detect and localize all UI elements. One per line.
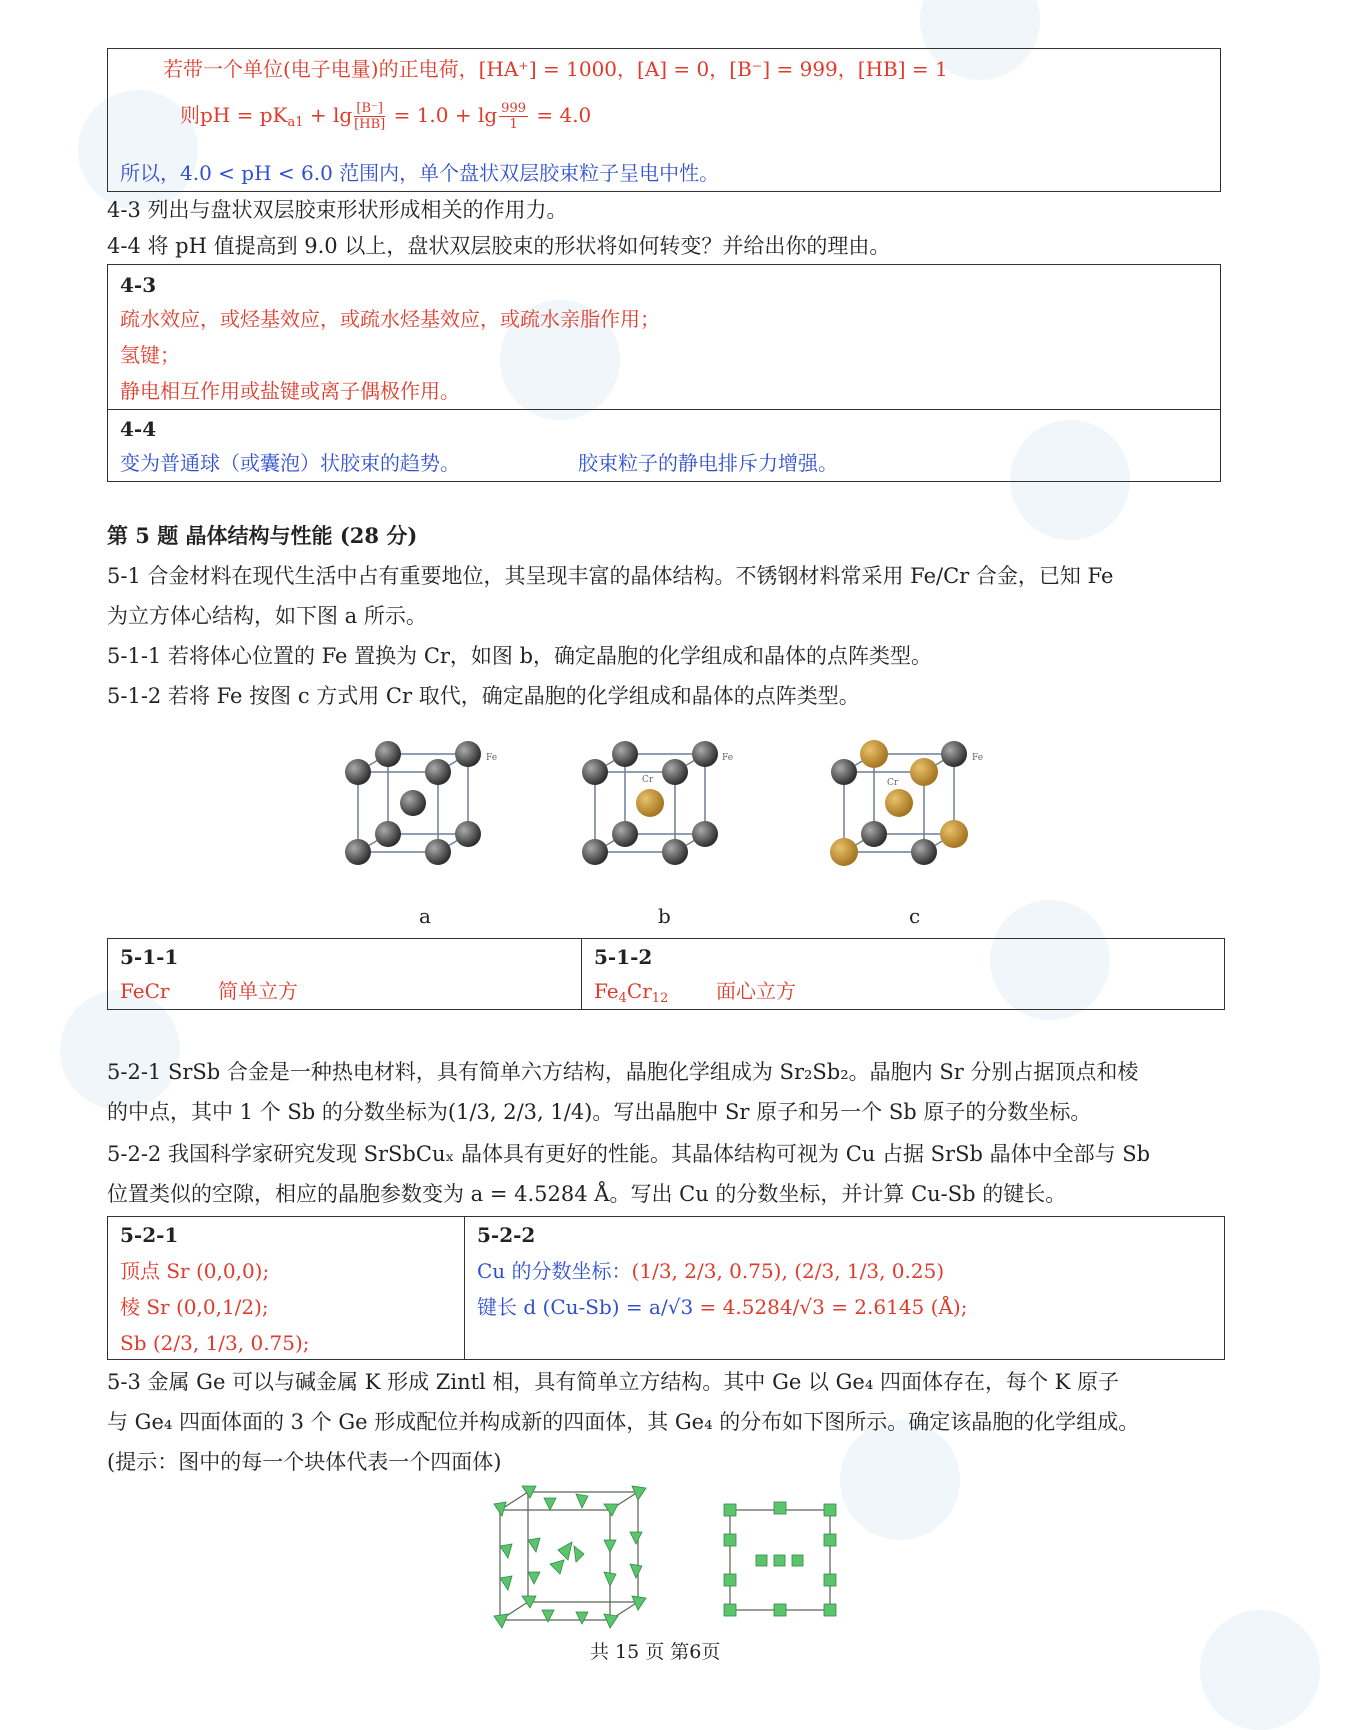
atom-label-fe: Fe	[972, 753, 984, 763]
answer-line: 变为普通球（或囊泡）状胶束的趋势。	[120, 451, 460, 475]
question-5-2-1-cont: 的中点，其中 1 个 Sb 的分数坐标为(1/3, 2/3, 1/4)。写出晶胞中 Sr 原子和另一个 Sb 原子的分数坐标。	[107, 1100, 1092, 1124]
cr-atom-b	[636, 789, 664, 817]
answer-line: 氢键；	[120, 343, 180, 367]
answer-line: Sb (2/3, 1/3, 0.75);	[120, 1331, 310, 1355]
ge4-cell-figure	[480, 1480, 860, 1640]
answer-line: 疏水效应，或烃基效应，或疏水烃基效应，或疏水亲脂作用；	[120, 307, 660, 331]
fe-atoms-a	[345, 741, 481, 865]
answer-box-ph	[107, 48, 1221, 192]
ge4-top-view-cell	[724, 1502, 836, 1616]
question-4-4: 4-4 将 pH 值提高到 9.0 以上，盘状双层胶束的形状将如何转变？并给出你的理由。	[107, 234, 891, 258]
answer-box-4	[107, 264, 1221, 482]
watermark-badge	[1200, 1610, 1320, 1730]
question-5-3: 5-3 金属 Ge 可以与碱金属 K 形成 Zintl 相，具有简单立方结构。其中 Ge 以 Ge₄ 四面体存在，每个 K 原子	[107, 1370, 1119, 1394]
answer-label: 5-2-1	[120, 1223, 179, 1247]
answer-line: 键长 d (Cu-Sb) = a/√3 = 4.5284/√3 = 2.6145 (Å);	[477, 1295, 968, 1319]
section-title-q5: 第 5 题 晶体结构与性能 (28 分)	[107, 523, 418, 548]
answer-lattice: 面心立方	[716, 979, 796, 1003]
unit-cells-figure	[320, 730, 1020, 930]
question-5-3-cont: 与 Ge₄ 四面体面的 3 个 Ge 形成配位并构成新的四面体，其 Ge₄ 的分布如下图所示。确定该晶胞的化学组成。	[107, 1410, 1140, 1434]
answer-formula: $Fe_4Cr_{12}$	[594, 979, 669, 1006]
question-5-1-1: 5-1-1 若将体心位置的 Fe 置换为 Cr，如图 b，确定晶胞的化学组成和晶体的点阵类型。	[107, 644, 933, 668]
answer-line: Cu 的分数坐标：(1/3, 2/3, 0.75), (2/3, 1/3, 0.25)	[477, 1259, 945, 1283]
ph-equation: 则pH = $pK_{a1} + \lg$ $\frac{[B^-]}{[HB]}$ = 1.0 + lg $\frac{999}{1}$ = 4.0	[180, 101, 592, 132]
question-5-2-2: 5-2-2 我国科学家研究发现 SrSbCuₓ 晶体具有更好的性能。其晶体结构可视为 Cu 占据 SrSb 晶体中全部与 Sb	[107, 1142, 1151, 1166]
answer-conclusion: 所以，4.0 < pH < 6.0 范围内，单个盘状双层胶束粒子呈电中性。	[120, 161, 720, 185]
question-5-1-2: 5-1-2 若将 Fe 按图 c 方式用 Cr 取代，确定晶胞的化学组成和晶体的点阵类型。	[107, 684, 860, 708]
fraction-b-over-hb: $\frac{[B^-]}{[HB]}$	[354, 101, 386, 132]
answer-line: 若带一个单位(电子电量)的正电荷，[HA⁺] = 1000，[A] = 0，[B⁻] = 999，[HB] = 1	[163, 57, 948, 81]
figure-caption-c: c	[909, 904, 921, 928]
page-footer: 共 15 页 第6页	[590, 1641, 721, 1663]
answer-box-5-2	[107, 1216, 1225, 1360]
answer-label: 5-2-2	[477, 1223, 536, 1247]
divider	[464, 1217, 465, 1359]
answer-lattice: 简单立方	[218, 979, 298, 1003]
figure-caption-b: b	[658, 904, 671, 928]
divider	[581, 939, 582, 1009]
divider	[108, 409, 1220, 410]
answer-line: 静电相互作用或盐键或离子偶极作用。	[120, 379, 460, 403]
answer-line: 顶点 Sr (0,0,0);	[120, 1259, 270, 1283]
answer-box-5-1	[107, 938, 1225, 1010]
question-5-1: 5-1 合金材料在现代生活中占有重要地位，其呈现丰富的晶体结构。不锈钢材料常采用 Fe/Cr 合金，已知 Fe	[107, 564, 1114, 588]
answer-label: 5-1-2	[594, 945, 653, 969]
atom-label-fe: Fe	[486, 753, 498, 763]
answer-label: 4-4	[120, 417, 157, 441]
question-5-2-1: 5-2-1 SrSb 合金是一种热电材料，具有简单六方结构，晶胞化学组成为 Sr₂Sb₂。晶胞内 Sr 分别占据顶点和棱	[107, 1060, 1139, 1084]
question-5-3-hint: (提示：图中的每一个块体代表一个四面体)	[107, 1450, 502, 1474]
question-5-2-2-cont: 位置类似的空隙，相应的晶胞参数变为 a = 4.5284 Å。写出 Cu 的分数坐标，并计算 Cu-Sb 的键长。	[107, 1182, 1067, 1206]
answer-label: 4-3	[120, 273, 157, 297]
answer-formula: FeCr	[120, 979, 170, 1003]
fraction-999-over-1: $\frac{999}{1}$	[501, 101, 526, 132]
answer-line: 胶束粒子的静电排斥力增强。	[578, 451, 838, 475]
ge4-perspective-cell	[494, 1486, 646, 1628]
answer-line: 棱 Sr (0,0,1/2);	[120, 1295, 269, 1319]
atom-label-fe: Fe	[722, 753, 734, 763]
question-5-1-cont: 为立方体心结构，如下图 a 所示。	[107, 604, 427, 628]
question-4-3: 4-3 列出与盘状双层胶束形状形成相关的作用力。	[107, 198, 568, 222]
answer-label: 5-1-1	[120, 945, 179, 969]
atom-label-cr: Cr	[887, 778, 899, 788]
figure-caption-a: a	[419, 904, 431, 928]
atom-label-cr: Cr	[642, 775, 654, 785]
